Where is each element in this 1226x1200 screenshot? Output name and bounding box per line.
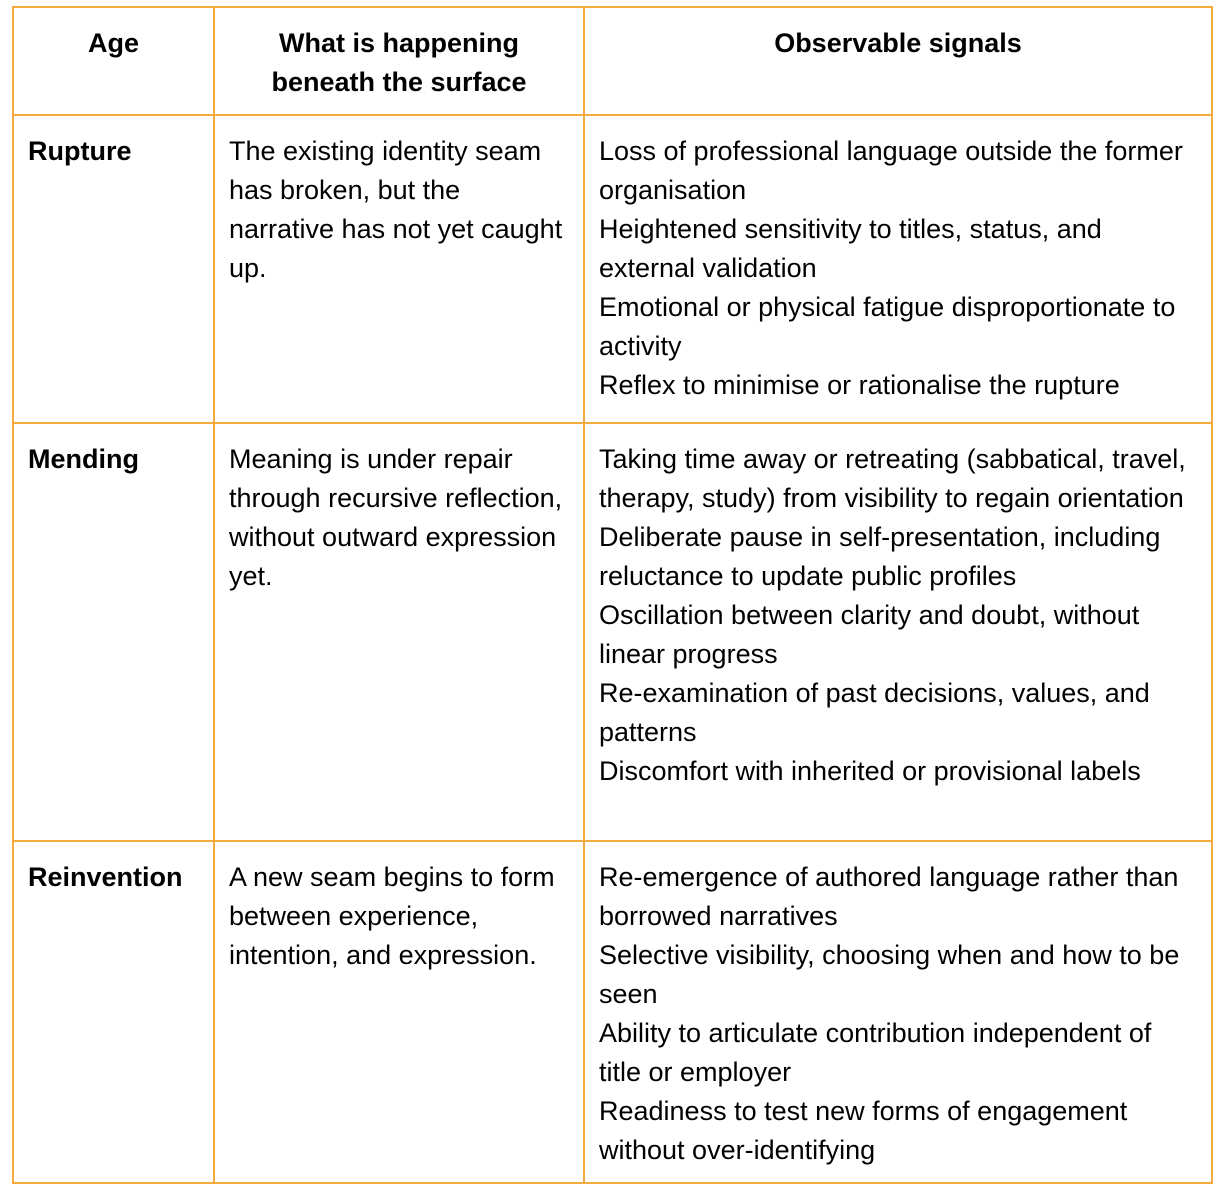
signal-item: Readiness to test new forms of engagement without over-identifying <box>599 1096 1128 1165</box>
header-age: Age <box>13 7 214 115</box>
signal-item: Taking time away or retreating (sabbatical, travel, therapy, study) from visibility to regain orientation <box>599 444 1186 513</box>
age-cell: Rupture <box>13 115 214 423</box>
signal-item: Reflex to minimise or rationalise the rupture <box>599 370 1120 400</box>
signal-item: Emotional or physical fatigue disproportionate to activity <box>599 292 1176 361</box>
header-signals: Observable signals <box>584 7 1212 115</box>
header-beneath: What is happening beneath the surface <box>214 7 584 115</box>
signal-item: Heightened sensitivity to titles, status, and external validation <box>599 214 1102 283</box>
age-cell: Reinvention <box>13 841 214 1183</box>
signals-cell <box>584 423 1212 841</box>
signal-item: Re-emergence of authored language rather than borrowed narratives <box>599 862 1179 931</box>
table-row <box>13 423 1212 841</box>
signal-item: Selective visibility, choosing when and how to be seen <box>599 940 1180 1009</box>
beneath-cell: The existing identity seam has broken, but the narrative has not yet caught up. <box>214 115 584 423</box>
header-row <box>13 7 1212 115</box>
signal-item: Oscillation between clarity and doubt, without linear progress <box>599 600 1140 669</box>
signal-item: Deliberate pause in self-presentation, including reluctance to update public profiles <box>599 522 1161 591</box>
beneath-cell: A new seam begins to form between experience, intention, and expression. <box>214 841 584 1183</box>
signal-item: Loss of professional language outside the former organisation <box>599 136 1183 205</box>
age-cell: Mending <box>13 423 214 841</box>
signals-cell <box>584 115 1212 423</box>
signal-item: Ability to articulate contribution independent of title or employer <box>599 1018 1152 1087</box>
signal-item: Re-examination of past decisions, values, and patterns <box>599 678 1150 747</box>
table-row <box>13 115 1212 423</box>
signal-item: Discomfort with inherited or provisional labels <box>599 756 1141 786</box>
beneath-cell: Meaning is under repair through recursive reflection, without outward expression yet. <box>214 423 584 841</box>
signals-cell <box>584 841 1212 1183</box>
table-row <box>13 841 1212 1183</box>
identity-ages-table <box>12 6 1213 1184</box>
